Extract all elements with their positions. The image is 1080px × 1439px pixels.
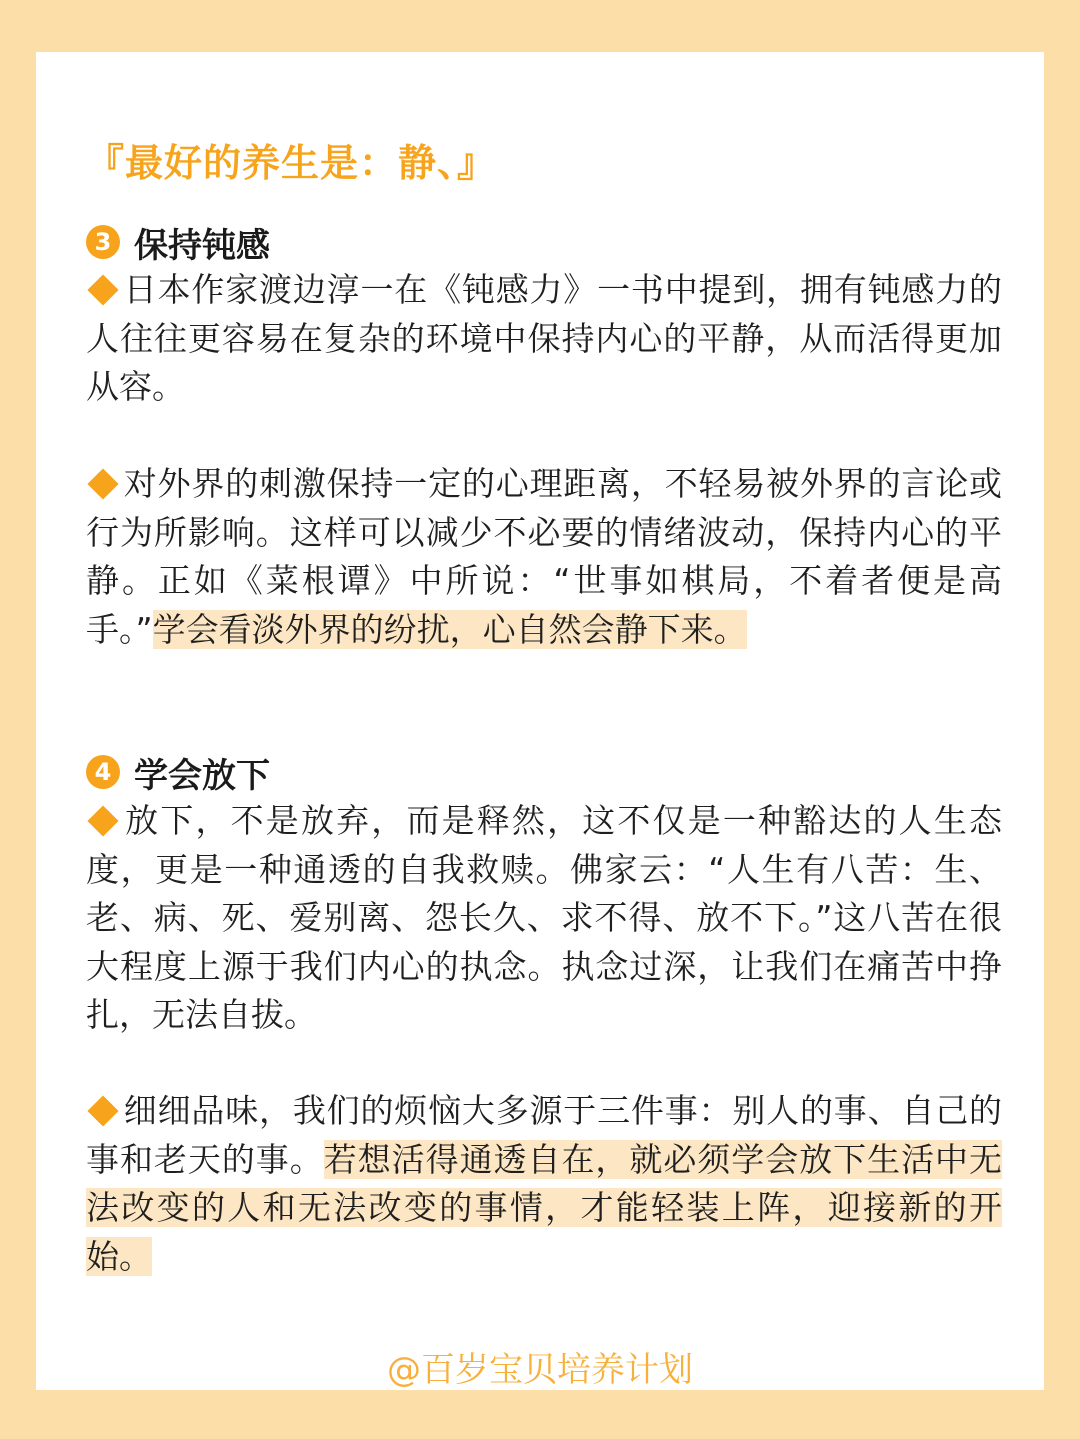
highlighted-text: 若想活得通透自在，就必须学会放下生活中无法改变的人和无法改变的事情，才能轻装上阵，迎接新的开始。 (86, 1139, 1003, 1276)
paragraph (86, 460, 1002, 654)
highlighted-text: 学会看淡外界的纷扰，心自然会静下来。 (152, 609, 747, 649)
author-watermark: @百岁宝贝培养计划 (387, 1350, 693, 1390)
section-header-4 (86, 750, 270, 794)
diamond-icon (87, 274, 118, 305)
circled-number-3-icon: 3 (86, 225, 120, 259)
paragraph (86, 797, 1002, 1040)
circled-number-4-icon: 4 (86, 755, 120, 789)
diamond-icon (87, 468, 118, 499)
paragraph-text: 细细品味，我们的烦恼大多源于三件事：别人的事、自己的事和老天的事。 (86, 1091, 1002, 1179)
paragraph-text: 放下，不是放弃，而是释然，这不仅是一种豁达的人生态度，更是一种通透的自我救赎。佛家云：“人生有八苦：生、老、病、死、爱别离、怨长久、求不得、放不下。”这八苦在很大程度上源于我们内心的执念。执念过深，让我们在痛苦中挣扎，无法自拔。 (86, 801, 1002, 1034)
paragraph-text: 对外界的刺激保持一定的心理距离，不轻易被外界的言论或行为所影响。这样可以减少不必要的情绪波动，保持内心的平静。正如《菜根谭》中所说：“世事如棋局，不着者便是高手。” (86, 464, 1002, 649)
page-title: 『最好的养生是：静、』 (86, 141, 497, 185)
diamond-icon (87, 805, 118, 836)
paragraph (86, 266, 1002, 412)
paragraph (86, 1087, 1002, 1281)
content-card (36, 52, 1044, 1390)
diamond-icon (87, 1095, 118, 1126)
section-title: 学会放下 (134, 755, 270, 796)
section-title: 保持钝感 (134, 225, 270, 266)
section-header-3 (86, 220, 270, 264)
paragraph-text: 日本作家渡边淳一在《钝感力》一书中提到，拥有钝感力的人往往更容易在复杂的环境中保持内心的平静，从而活得更加从容。 (86, 270, 1002, 406)
